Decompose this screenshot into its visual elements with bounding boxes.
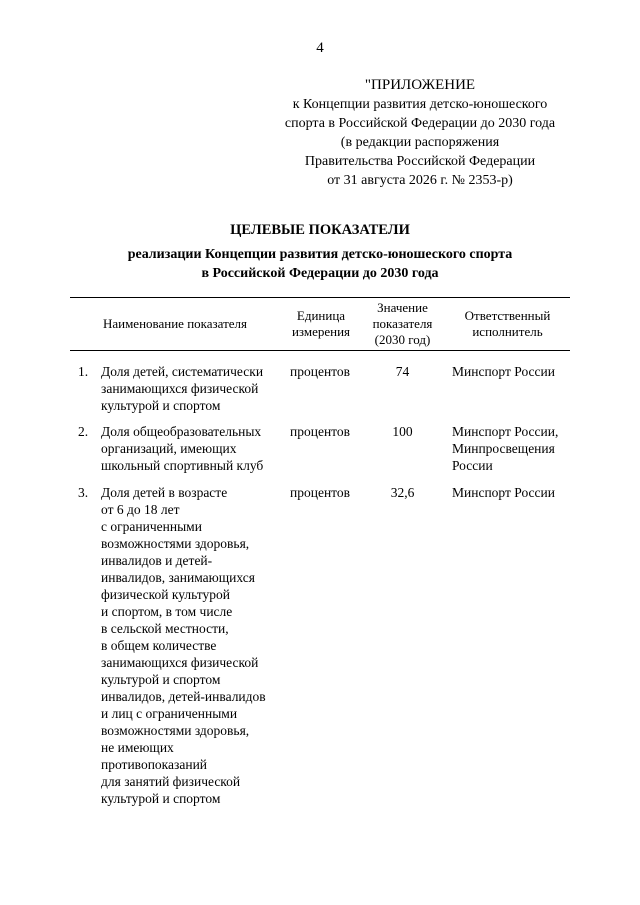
subtitle-line: реализации Концепции развития детско-юношеского спорта xyxy=(127,247,513,262)
indicator-name: Доля общеобразовательных организаций, имеющих школьный спортивный клуб xyxy=(101,424,264,473)
value-cell: 100 xyxy=(392,424,413,439)
header-responsible: Ответственный исполнитель xyxy=(464,308,551,339)
row-number: 1. xyxy=(78,364,89,379)
value-cell: 74 xyxy=(395,364,410,379)
row-number: 2. xyxy=(78,424,89,439)
header-indicator-name: Наименование показателя xyxy=(102,316,248,331)
document-title: ЦЕЛЕВЫЕ ПОКАЗАТЕЛИ xyxy=(230,222,410,238)
appendix-line: Правительства Российской Федерации xyxy=(304,154,536,169)
appendix-line: (в редакции распоряжения xyxy=(340,135,500,150)
responsible-cell: Минспорт России xyxy=(452,485,555,500)
header-value: Значение показателя (2030 год) xyxy=(372,300,433,347)
row-number: 3. xyxy=(78,485,89,500)
unit-cell: процентов xyxy=(290,364,351,379)
table-header xyxy=(70,297,570,351)
responsible-cell: Минспорт России xyxy=(452,364,555,379)
document-subtitle xyxy=(0,245,640,283)
appendix-line: спорта в Российской Федерации до 2030 года xyxy=(284,116,556,131)
page-number: 4 xyxy=(316,40,324,56)
subtitle-line: в Российской Федерации до 2030 года xyxy=(201,266,439,281)
unit-cell: процентов xyxy=(290,424,351,439)
indicator-name: Доля детей в возрасте от 6 до 18 лет с ограниченными возможностями здоровья, инвалидов и детей- инвалидов, занимающихся физической культурой и спортом, в том числе в сельской местности, в общем количестве занимающихся физической культурой и спортом инвалидов, детей-инвалидов и лиц с ограниченными возможностями здоровья, не имеющих противопоказаний для занятий физической культурой и спортом xyxy=(101,485,266,806)
appendix-heading: "ПРИЛОЖЕНИЕ xyxy=(364,77,476,93)
header-unit: Единица измерения xyxy=(291,308,351,339)
indicator-name: Доля детей, систематически занимающихся физической культурой и спортом xyxy=(101,364,264,413)
unit-cell: процентов xyxy=(290,485,351,500)
appendix-line: от 31 августа 2026 г. № 2353-р) xyxy=(327,173,513,188)
appendix-line: к Концепции развития детско-юношеского xyxy=(292,97,548,112)
appendix-block xyxy=(250,76,590,190)
responsible-cell: Минспорт России, Минпросвещения России xyxy=(452,424,559,473)
value-cell: 32,6 xyxy=(390,485,415,500)
